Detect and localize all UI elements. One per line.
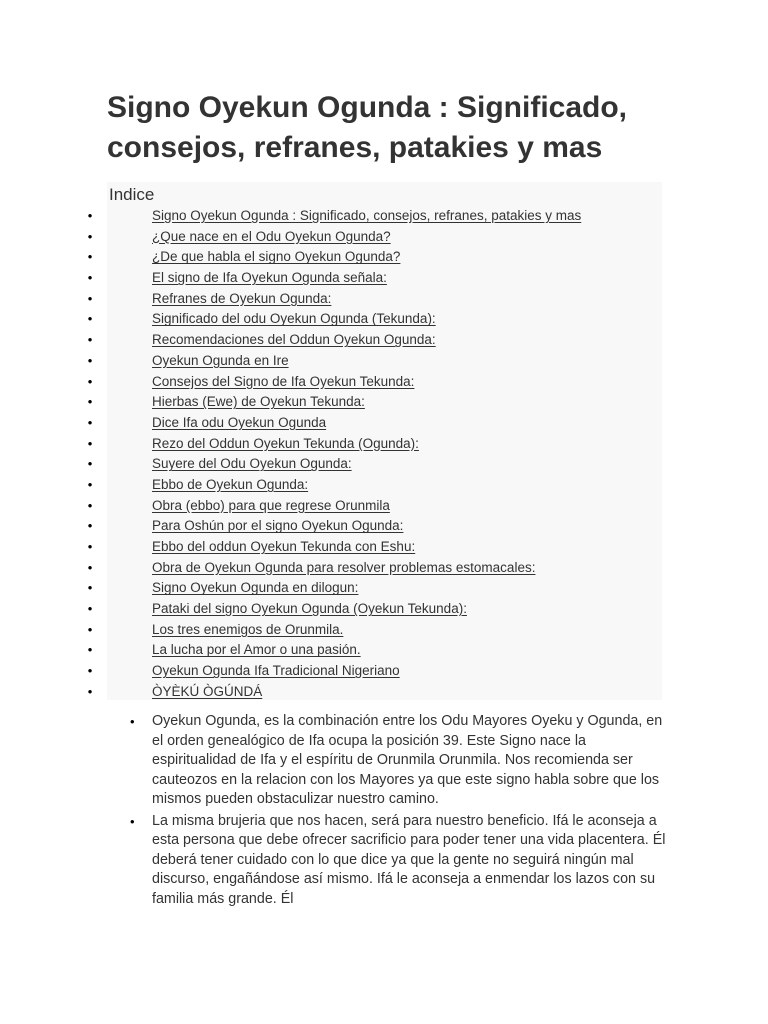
bullet-icon: • (87, 311, 93, 327)
page-title: Signo Oyekun Ogunda : Significado, consejos, refranes, patakies y mas (107, 91, 628, 164)
toc-link[interactable]: El signo de Ifa Oyekun Ogunda señala: (152, 270, 387, 286)
bullet-icon: • (87, 332, 93, 348)
toc-link[interactable]: Rezo del Oddun Oyekun Tekunda (Ogunda): (152, 435, 419, 451)
toc-item (0, 413, 662, 434)
bullet-icon: • (87, 456, 93, 472)
toc-link[interactable]: ÒYÈKÚ ÒGÚNDÁ (152, 683, 263, 699)
toc-item (0, 289, 662, 310)
toc-item (0, 392, 662, 413)
bullet-icon: • (87, 270, 93, 286)
content-paragraph (130, 712, 670, 810)
bullet-icon: • (87, 208, 93, 223)
toc-item (0, 620, 662, 641)
toc-link[interactable]: Refranes de Oyekun Ogunda: (152, 290, 332, 306)
toc-item (0, 247, 662, 268)
toc-link[interactable]: Oyekun Ogunda Ifa Tradicional Nigeriano (152, 663, 400, 679)
toc-item (0, 454, 662, 475)
bullet-icon: • (87, 580, 93, 596)
toc-item (0, 640, 662, 661)
toc-item (0, 558, 662, 579)
bullet-icon: • (130, 813, 135, 829)
bullet-icon: • (87, 601, 93, 617)
bullet-icon: • (87, 476, 93, 492)
paragraph-text: Oyekun Ogunda, es la combinación entre los Odu Mayores Oyeku y Ogunda, en el orden genealógico de Ifa ocupa la posición 39. Este Signo nace la espiritualidad de Ifa y el espíritu de Orunmila Orunmila. Nos recomienda ser cauteozos en la relacion con los Mayores ya que este signo habla sobre que los mismos pueden obstaculizar nuestro camino. (152, 713, 663, 807)
bullet-icon: • (87, 621, 93, 637)
toc-item (0, 434, 662, 455)
toc-link[interactable]: Para Oshún por el signo Oyekun Ogunda: (152, 518, 404, 534)
toc-item (0, 372, 662, 393)
bullet-icon: • (87, 518, 93, 534)
toc-item (0, 578, 662, 599)
toc-link[interactable]: La lucha por el Amor o una pasión. (152, 642, 361, 658)
bullet-icon: • (87, 663, 93, 679)
toc-link[interactable]: Los tres enemigos de Orunmila. (152, 621, 344, 637)
toc-item (0, 351, 662, 372)
toc-link[interactable]: Oyekun Ogunda en Ire (152, 352, 289, 368)
toc-link[interactable]: Ebbo de Oyekun Ogunda: (152, 476, 309, 492)
bullet-icon: • (130, 714, 135, 729)
toc-heading: Indice (109, 185, 155, 204)
content-paragraph (130, 812, 670, 910)
toc-link[interactable]: Suyere del Odu Oyekun Ogunda: (152, 456, 352, 472)
bullet-icon: • (87, 559, 93, 575)
bullet-icon: • (87, 642, 93, 658)
toc-link[interactable]: Significado del odu Oyekun Ogunda (Tekunda): (152, 311, 436, 327)
bullet-icon: • (87, 249, 93, 265)
paragraph-text: La misma brujeria que nos hacen, será para nuestro beneficio. Ifá le aconseja a esta persona que debe ofrecer sacrificio para poder tener una vida placentera. Él deberá tener cuidado con lo que dice ya que la gente no seguirá ningún mal discurso, engañándose así mismo. Ifá le aconseja a enmendar los lazos con su familia más grande. Él (152, 812, 666, 907)
bullet-icon: • (87, 435, 93, 451)
bullet-icon: • (87, 352, 93, 368)
toc-link[interactable]: Pataki del signo Oyekun Ogunda (Oyekun Tekunda): (152, 601, 467, 617)
toc-list (0, 206, 662, 703)
content-list (130, 712, 670, 911)
toc-item (0, 206, 662, 227)
toc-link[interactable]: ¿De que habla el signo Oyekun Ogunda? (152, 249, 401, 265)
toc-link[interactable]: Consejos del Signo de Ifa Oyekun Tekunda: (152, 373, 415, 389)
toc-item (0, 537, 662, 558)
toc-link[interactable]: ¿Que nace en el Odu Oyekun Ogunda? (152, 228, 391, 244)
bullet-icon: • (87, 290, 93, 306)
toc-item (0, 599, 662, 620)
toc-link[interactable]: Signo Oyekun Ogunda : Significado, consejos, refranes, patakies y mas (152, 208, 582, 223)
toc-item (0, 661, 662, 682)
toc-item (0, 496, 662, 517)
bullet-icon: • (87, 539, 93, 554)
bullet-icon: • (87, 497, 93, 513)
toc-link[interactable]: Ebbo del oddun Oyekun Tekunda con Eshu: (152, 539, 416, 554)
bullet-icon: • (87, 414, 93, 430)
bullet-icon: • (87, 683, 93, 699)
bullet-icon: • (87, 228, 93, 244)
toc-item (0, 475, 662, 496)
toc-link[interactable]: Signo Oyekun Ogunda en dilogun: (152, 580, 359, 596)
toc-link[interactable]: Dice Ifa odu Oyekun Ogunda (152, 414, 327, 430)
toc-item (0, 227, 662, 248)
toc-item (0, 516, 662, 537)
table-of-contents (87, 182, 662, 700)
bullet-icon: • (87, 394, 93, 410)
toc-link[interactable]: Hierbas (Ewe) de Oyekun Tekunda: (152, 394, 365, 410)
bullet-icon: • (87, 373, 93, 389)
toc-link[interactable]: Obra (ebbo) para que regrese Orunmila (152, 497, 390, 513)
toc-item (0, 682, 662, 703)
toc-item (0, 268, 662, 289)
toc-link[interactable]: Recomendaciones del Oddun Oyekun Ogunda: (152, 332, 436, 348)
toc-item (0, 309, 662, 330)
toc-link[interactable]: Obra de Oyekun Ogunda para resolver problemas estomacales: (152, 559, 536, 575)
toc-item (0, 330, 662, 351)
